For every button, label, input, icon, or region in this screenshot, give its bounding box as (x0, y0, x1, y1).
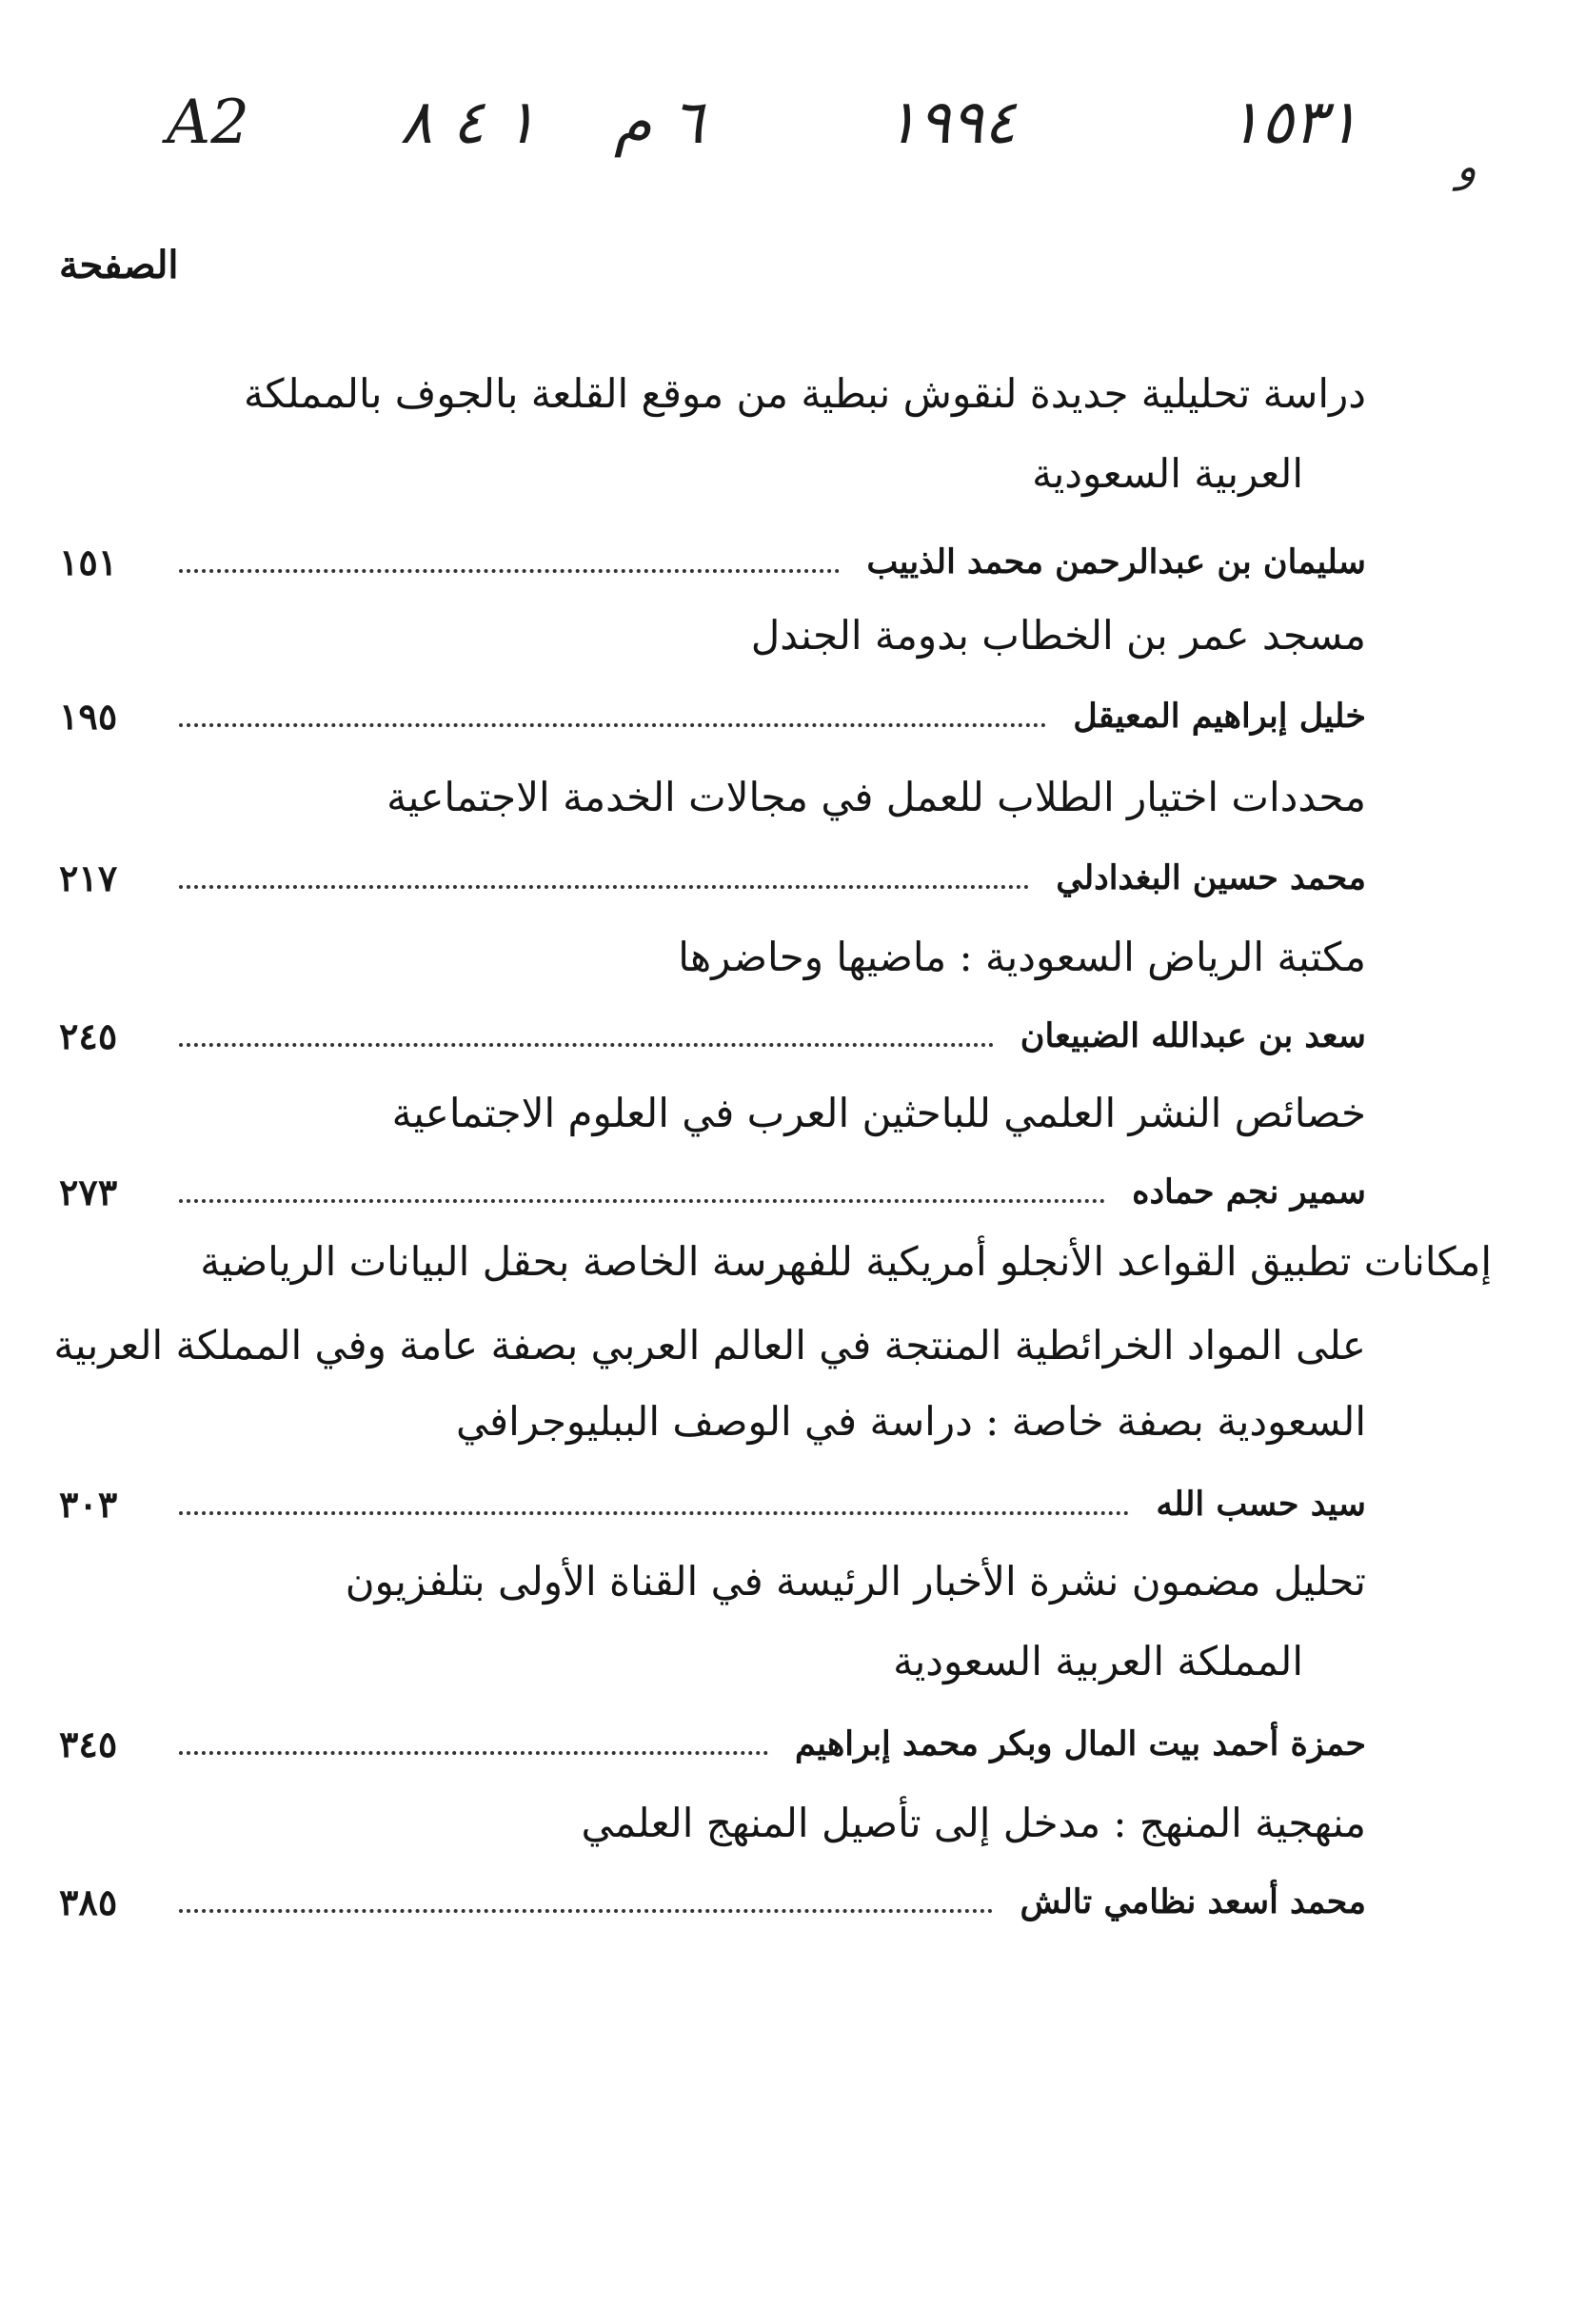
page-column-label (59, 243, 179, 287)
entry-author-row (59, 1715, 1366, 1772)
entry-author-row (59, 533, 1366, 590)
entry-author-row (59, 1475, 1366, 1532)
entry-author: محمد أسعد نظامي تالش (1020, 1881, 1366, 1921)
dot-leader (179, 723, 1046, 727)
entry-title-line: المملكة العربية السعودية (893, 1638, 1303, 1684)
entry-author: محمد حسين البغدادلي (1056, 857, 1366, 897)
entry-author: خليل إبراهيم المعيقل (1073, 696, 1366, 736)
entry-page-number: ٢٤٥ (59, 1014, 118, 1057)
entry-author: حمزة أحمد بيت المال وبكر محمد إبراهيم (794, 1723, 1366, 1763)
entry-title-line: مكتبة الرياض السعودية : ماضيها وحاضرها (678, 934, 1366, 980)
entry-author: سليمان بن عبدالرحمن محمد الذييب (866, 542, 1366, 581)
entry-title-line: منهجية المنهج : مدخل إلى تأصيل المنهج العلمي (581, 1800, 1366, 1846)
entry-page-number: ٣٤٥ (59, 1722, 118, 1765)
handwritten-code-left: ٦ م (614, 88, 704, 158)
entry-author: سيد حسب الله (1156, 1484, 1366, 1524)
dot-leader (179, 1043, 994, 1047)
entry-page-number: ٢٧٣ (59, 1170, 118, 1213)
entry-author: سعد بن عبدالله الضبيعان (1020, 1015, 1366, 1055)
entry-title-line: دراسة تحليلية جديدة لنقوش نبطية من موقع القلعة بالجوف بالمملكة (243, 370, 1366, 417)
entry-title-line: على المواد الخرائطية المنتجة في العالم العربي بصفة عامة وفي المملكة العربية (53, 1322, 1366, 1369)
dot-leader (179, 1199, 1105, 1203)
entry-title-line: مسجد عمر بن الخطاب بدومة الجندل (750, 612, 1366, 659)
entry-author: سمير نجم حماده (1132, 1172, 1366, 1211)
entry-title-line: إمكانات تطبيق القواعد الأنجلو أمريكية للفهرسة الخاصة بحقل البيانات الرياضية (200, 1238, 1492, 1285)
handwritten-call-number: A2 (167, 88, 249, 158)
entry-author-row (59, 849, 1366, 906)
handwritten-code-right: ١ ٤ ٨ (400, 88, 537, 158)
handwritten-number: ١٥٣١ (1228, 88, 1359, 158)
handwritten-year: ١٩٩٤ (885, 88, 1017, 158)
entry-page-number: ١٥١ (59, 540, 118, 583)
entry-author-row (59, 1873, 1366, 1930)
entry-title-line: العربية السعودية (1032, 450, 1303, 497)
dot-leader (179, 1909, 993, 1913)
entry-author-row (59, 687, 1366, 744)
page-label-text: الصفحة (59, 243, 179, 287)
entry-page-number: ٣٠٣ (59, 1482, 118, 1526)
dot-leader (179, 569, 840, 573)
dot-leader (179, 1511, 1129, 1515)
entry-author-row (59, 1007, 1366, 1064)
entry-title-line: تحليل مضمون نشرة الأخبار الرئيسة في القناة الأولى بتلفزيون (345, 1558, 1366, 1605)
entry-author-row (59, 1163, 1366, 1220)
entry-title-line: السعودية بصفة خاصة : دراسة في الوصف الببليوجرافي (456, 1398, 1366, 1445)
entry-title-line: خصائص النشر العلمي للباحثين العرب في العلوم الاجتماعية (391, 1090, 1366, 1136)
entry-page-number: ٢١٧ (59, 856, 118, 899)
dot-leader (179, 885, 1029, 889)
entry-page-number: ٣٨٥ (59, 1880, 118, 1923)
entry-page-number: ١٩٥ (59, 694, 118, 738)
dot-leader (179, 1751, 768, 1755)
entry-title-line: محددات اختيار الطلاب للعمل في مجالات الخدمة الاجتماعية (386, 774, 1366, 820)
handwritten-conjunction: و (1456, 143, 1477, 191)
